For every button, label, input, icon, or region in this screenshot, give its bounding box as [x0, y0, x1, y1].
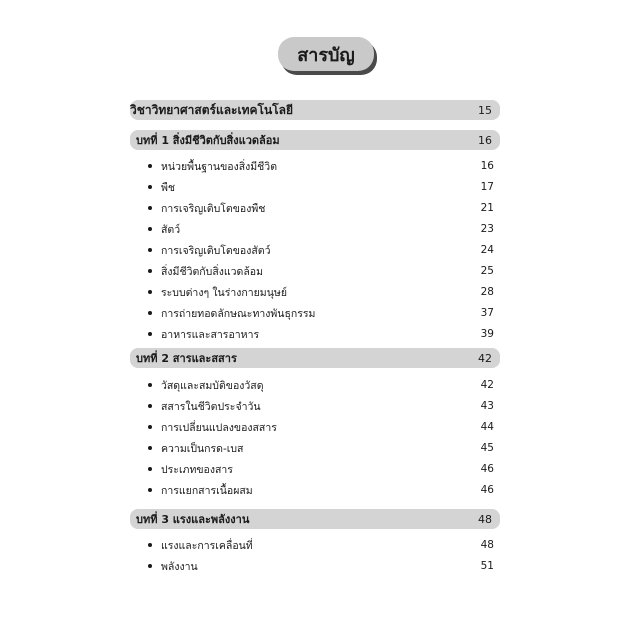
toc-item[interactable] — [148, 305, 494, 321]
item-page: 17 — [480, 181, 494, 193]
chapter-label: บทที่ 1 สิ่งมีชีวิตกับสิ่งแวดล้อม — [136, 134, 280, 147]
item-label: การเปลี่ยนแปลงของสสาร — [161, 421, 277, 434]
item-label: พืช — [161, 181, 176, 194]
bullet-icon — [148, 290, 152, 294]
item-label: แรงและการเคลื่อนที่ — [161, 539, 253, 552]
chapter-page: 16 — [478, 133, 492, 147]
toc-item[interactable] — [148, 158, 494, 174]
toc-item[interactable] — [148, 461, 494, 477]
bullet-icon — [148, 206, 152, 210]
bullet-icon — [148, 488, 152, 492]
toc-subject-row[interactable] — [130, 100, 500, 120]
item-label: ประเภทของสาร — [161, 463, 233, 476]
toc-item[interactable] — [148, 326, 494, 342]
bullet-icon — [148, 383, 152, 387]
chapter-label: บทที่ 2 สารและสสาร — [136, 352, 237, 365]
item-page: 51 — [480, 560, 494, 572]
item-page: 21 — [480, 202, 494, 214]
item-label: การเจริญเติบโตของพืช — [161, 202, 266, 215]
toc-item[interactable] — [148, 377, 494, 393]
bullet-icon — [148, 564, 152, 568]
item-page: 28 — [480, 286, 494, 298]
item-label: ความเป็นกรด-เบส — [161, 442, 244, 455]
title-container — [0, 37, 640, 71]
toc-item[interactable] — [148, 200, 494, 216]
subject-label: วิชาวิทยาศาสตร์และเทคโนโลยี — [130, 102, 294, 117]
bullet-icon — [148, 404, 152, 408]
item-label: การถ่ายทอดลักษณะทางพันธุกรรม — [161, 307, 316, 320]
chapter-label: บทที่ 3 แรงและพลังงาน — [136, 513, 250, 526]
item-label: วัสดุและสมบัติของวัสดุ — [161, 379, 264, 392]
item-label: การแยกสารเนื้อผสม — [161, 484, 253, 497]
subject-page: 15 — [478, 103, 492, 117]
bullet-icon — [148, 164, 152, 168]
toc-item[interactable] — [148, 263, 494, 279]
item-page: 43 — [480, 400, 494, 412]
toc-item[interactable] — [148, 242, 494, 258]
toc-item[interactable] — [148, 419, 494, 435]
bullet-icon — [148, 543, 152, 547]
chapter-row-1[interactable] — [130, 130, 500, 150]
item-page: 23 — [480, 223, 494, 235]
item-label: ระบบต่างๆ ในร่างกายมนุษย์ — [161, 286, 287, 299]
item-page: 46 — [480, 484, 494, 496]
item-page: 39 — [480, 328, 494, 340]
toc-item[interactable] — [148, 558, 494, 574]
bullet-icon — [148, 425, 152, 429]
toc-item[interactable] — [148, 179, 494, 195]
item-label: การเจริญเติบโตของสัตว์ — [161, 244, 271, 257]
item-page: 44 — [480, 421, 494, 433]
item-page: 25 — [480, 265, 494, 277]
toc-item[interactable] — [148, 482, 494, 498]
toc-item[interactable] — [148, 440, 494, 456]
item-page: 42 — [480, 379, 494, 391]
bullet-icon — [148, 332, 152, 336]
toc-item[interactable] — [148, 398, 494, 414]
item-label: สิ่งมีชีวิตกับสิ่งแวดล้อม — [161, 265, 264, 278]
item-label: หน่วยพื้นฐานของสิ่งมีชีวิต — [161, 160, 278, 173]
item-page: 37 — [480, 307, 494, 319]
bullet-icon — [148, 248, 152, 252]
item-page: 46 — [480, 463, 494, 475]
item-label: สัตว์ — [161, 223, 181, 236]
item-label: อาหารและสารอาหาร — [161, 328, 260, 341]
chapter-page: 48 — [478, 512, 492, 526]
item-label: พลังงาน — [161, 560, 198, 573]
page-title: สารบัญ — [278, 37, 374, 71]
bullet-icon — [148, 269, 152, 273]
chapter-page: 42 — [478, 351, 492, 365]
toc-item[interactable] — [148, 284, 494, 300]
bullet-icon — [148, 185, 152, 189]
item-label: สสารในชีวิตประจำวัน — [161, 400, 261, 413]
bullet-icon — [148, 311, 152, 315]
toc-item[interactable] — [148, 221, 494, 237]
item-page: 24 — [480, 244, 494, 256]
chapter-row-3[interactable] — [130, 509, 500, 529]
item-page: 16 — [480, 160, 494, 172]
bullet-icon — [148, 227, 152, 231]
chapter-row-2[interactable] — [130, 348, 500, 368]
item-page: 45 — [480, 442, 494, 454]
bullet-icon — [148, 467, 152, 471]
bullet-icon — [148, 446, 152, 450]
item-page: 48 — [480, 539, 494, 551]
toc-item[interactable] — [148, 537, 494, 553]
